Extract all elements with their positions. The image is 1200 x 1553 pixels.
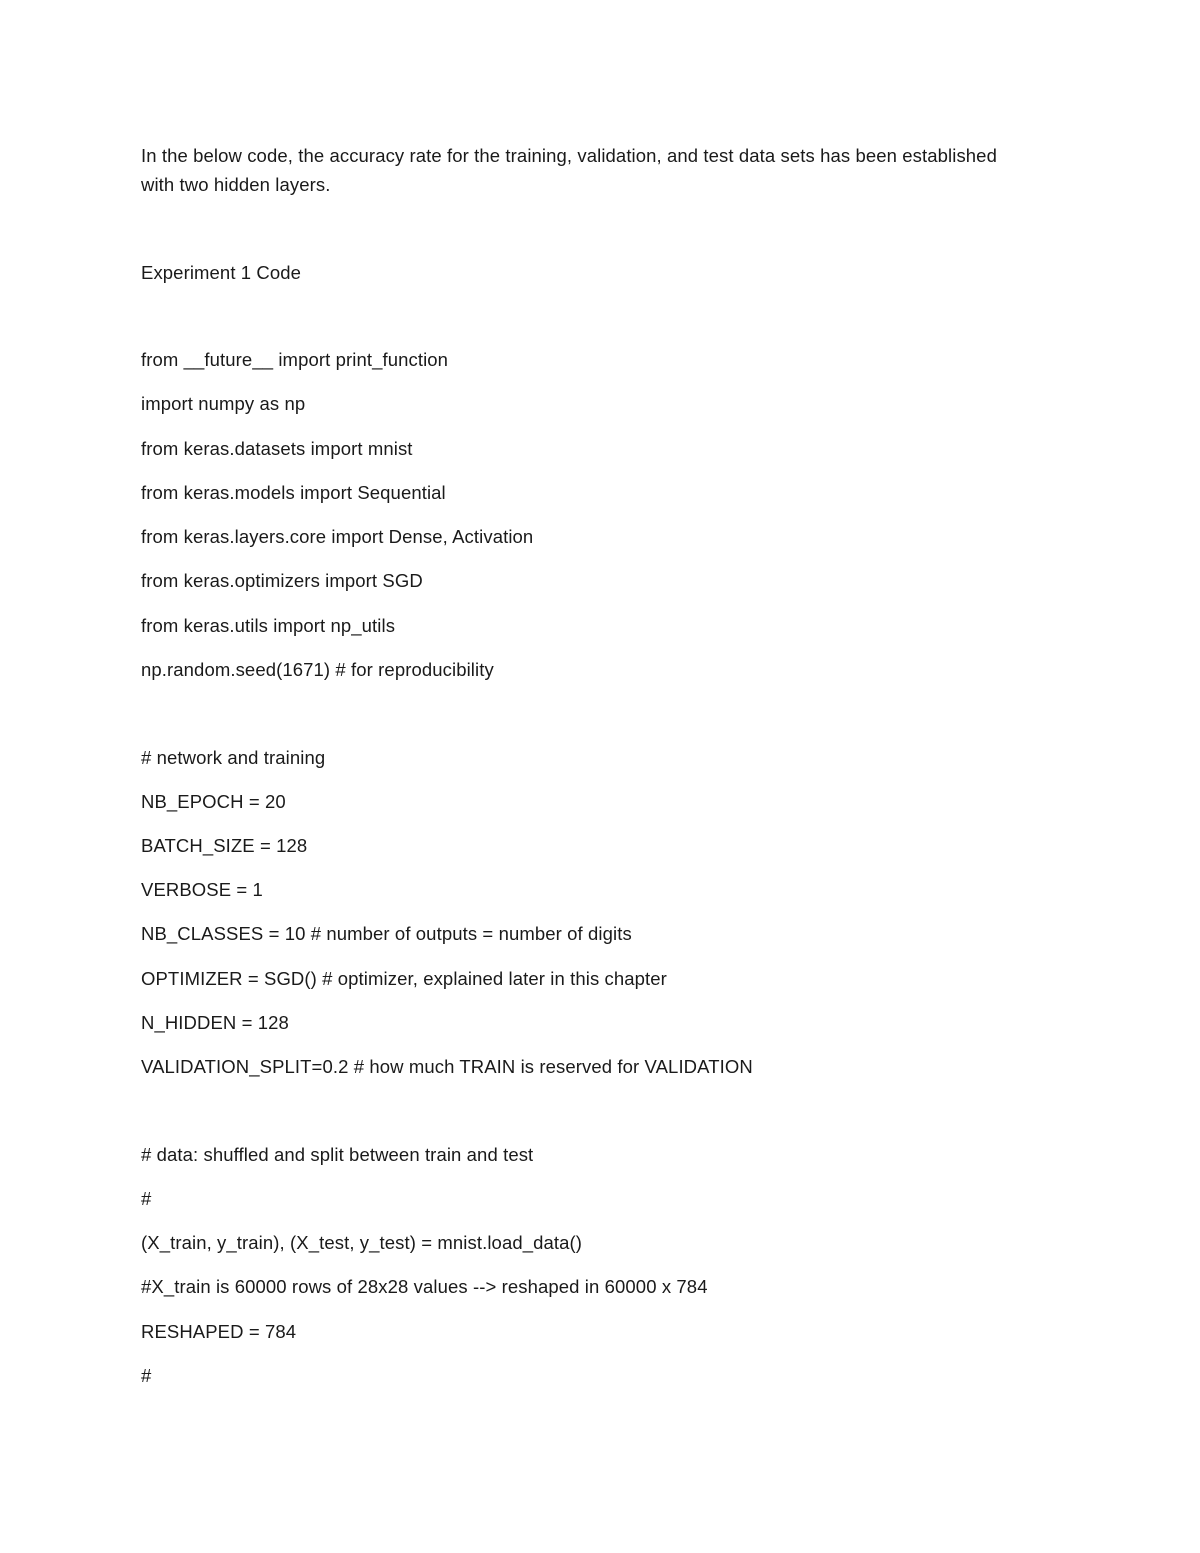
code-line: np.random.seed(1671) # for reproducibility (141, 659, 494, 680)
code-line: VERBOSE = 1 (141, 879, 263, 900)
code-comment-line: # data: shuffled and split between train and test (141, 1144, 534, 1165)
code-line: from keras.utils import np_utils (141, 615, 396, 636)
code-comment-line: # (141, 1365, 152, 1386)
code-line: from __future__ import print_function (141, 349, 449, 370)
intro-text-line-2: with two hidden layers. (141, 174, 331, 195)
code-line: OPTIMIZER = SGD() # optimizer, explained later in this chapter (141, 968, 667, 989)
code-line: from keras.optimizers import SGD (141, 570, 423, 591)
code-line: import numpy as np (141, 393, 306, 414)
section-heading: Experiment 1 Code (141, 262, 302, 283)
code-line: RESHAPED = 784 (141, 1321, 297, 1342)
code-line: from keras.layers.core import Dense, Activation (141, 526, 534, 547)
code-comment-line: #X_train is 60000 rows of 28x28 values --> reshaped in 60000 x 784 (141, 1276, 708, 1297)
code-line: VALIDATION_SPLIT=0.2 # how much TRAIN is reserved for VALIDATION (141, 1056, 753, 1077)
code-line: from keras.models import Sequential (141, 482, 446, 503)
code-line: from keras.datasets import mnist (141, 438, 413, 459)
code-line: BATCH_SIZE = 128 (141, 835, 308, 856)
code-comment-line: # network and training (141, 747, 326, 768)
code-comment-line: # (141, 1188, 152, 1209)
code-line: N_HIDDEN = 128 (141, 1012, 289, 1033)
code-line: NB_CLASSES = 10 # number of outputs = number of digits (141, 923, 632, 944)
code-line: NB_EPOCH = 20 (141, 791, 286, 812)
code-line: (X_train, y_train), (X_test, y_test) = mnist.load_data() (141, 1232, 583, 1253)
intro-text-line-1: In the below code, the accuracy rate for the training, validation, and test data sets has been established (141, 145, 997, 166)
